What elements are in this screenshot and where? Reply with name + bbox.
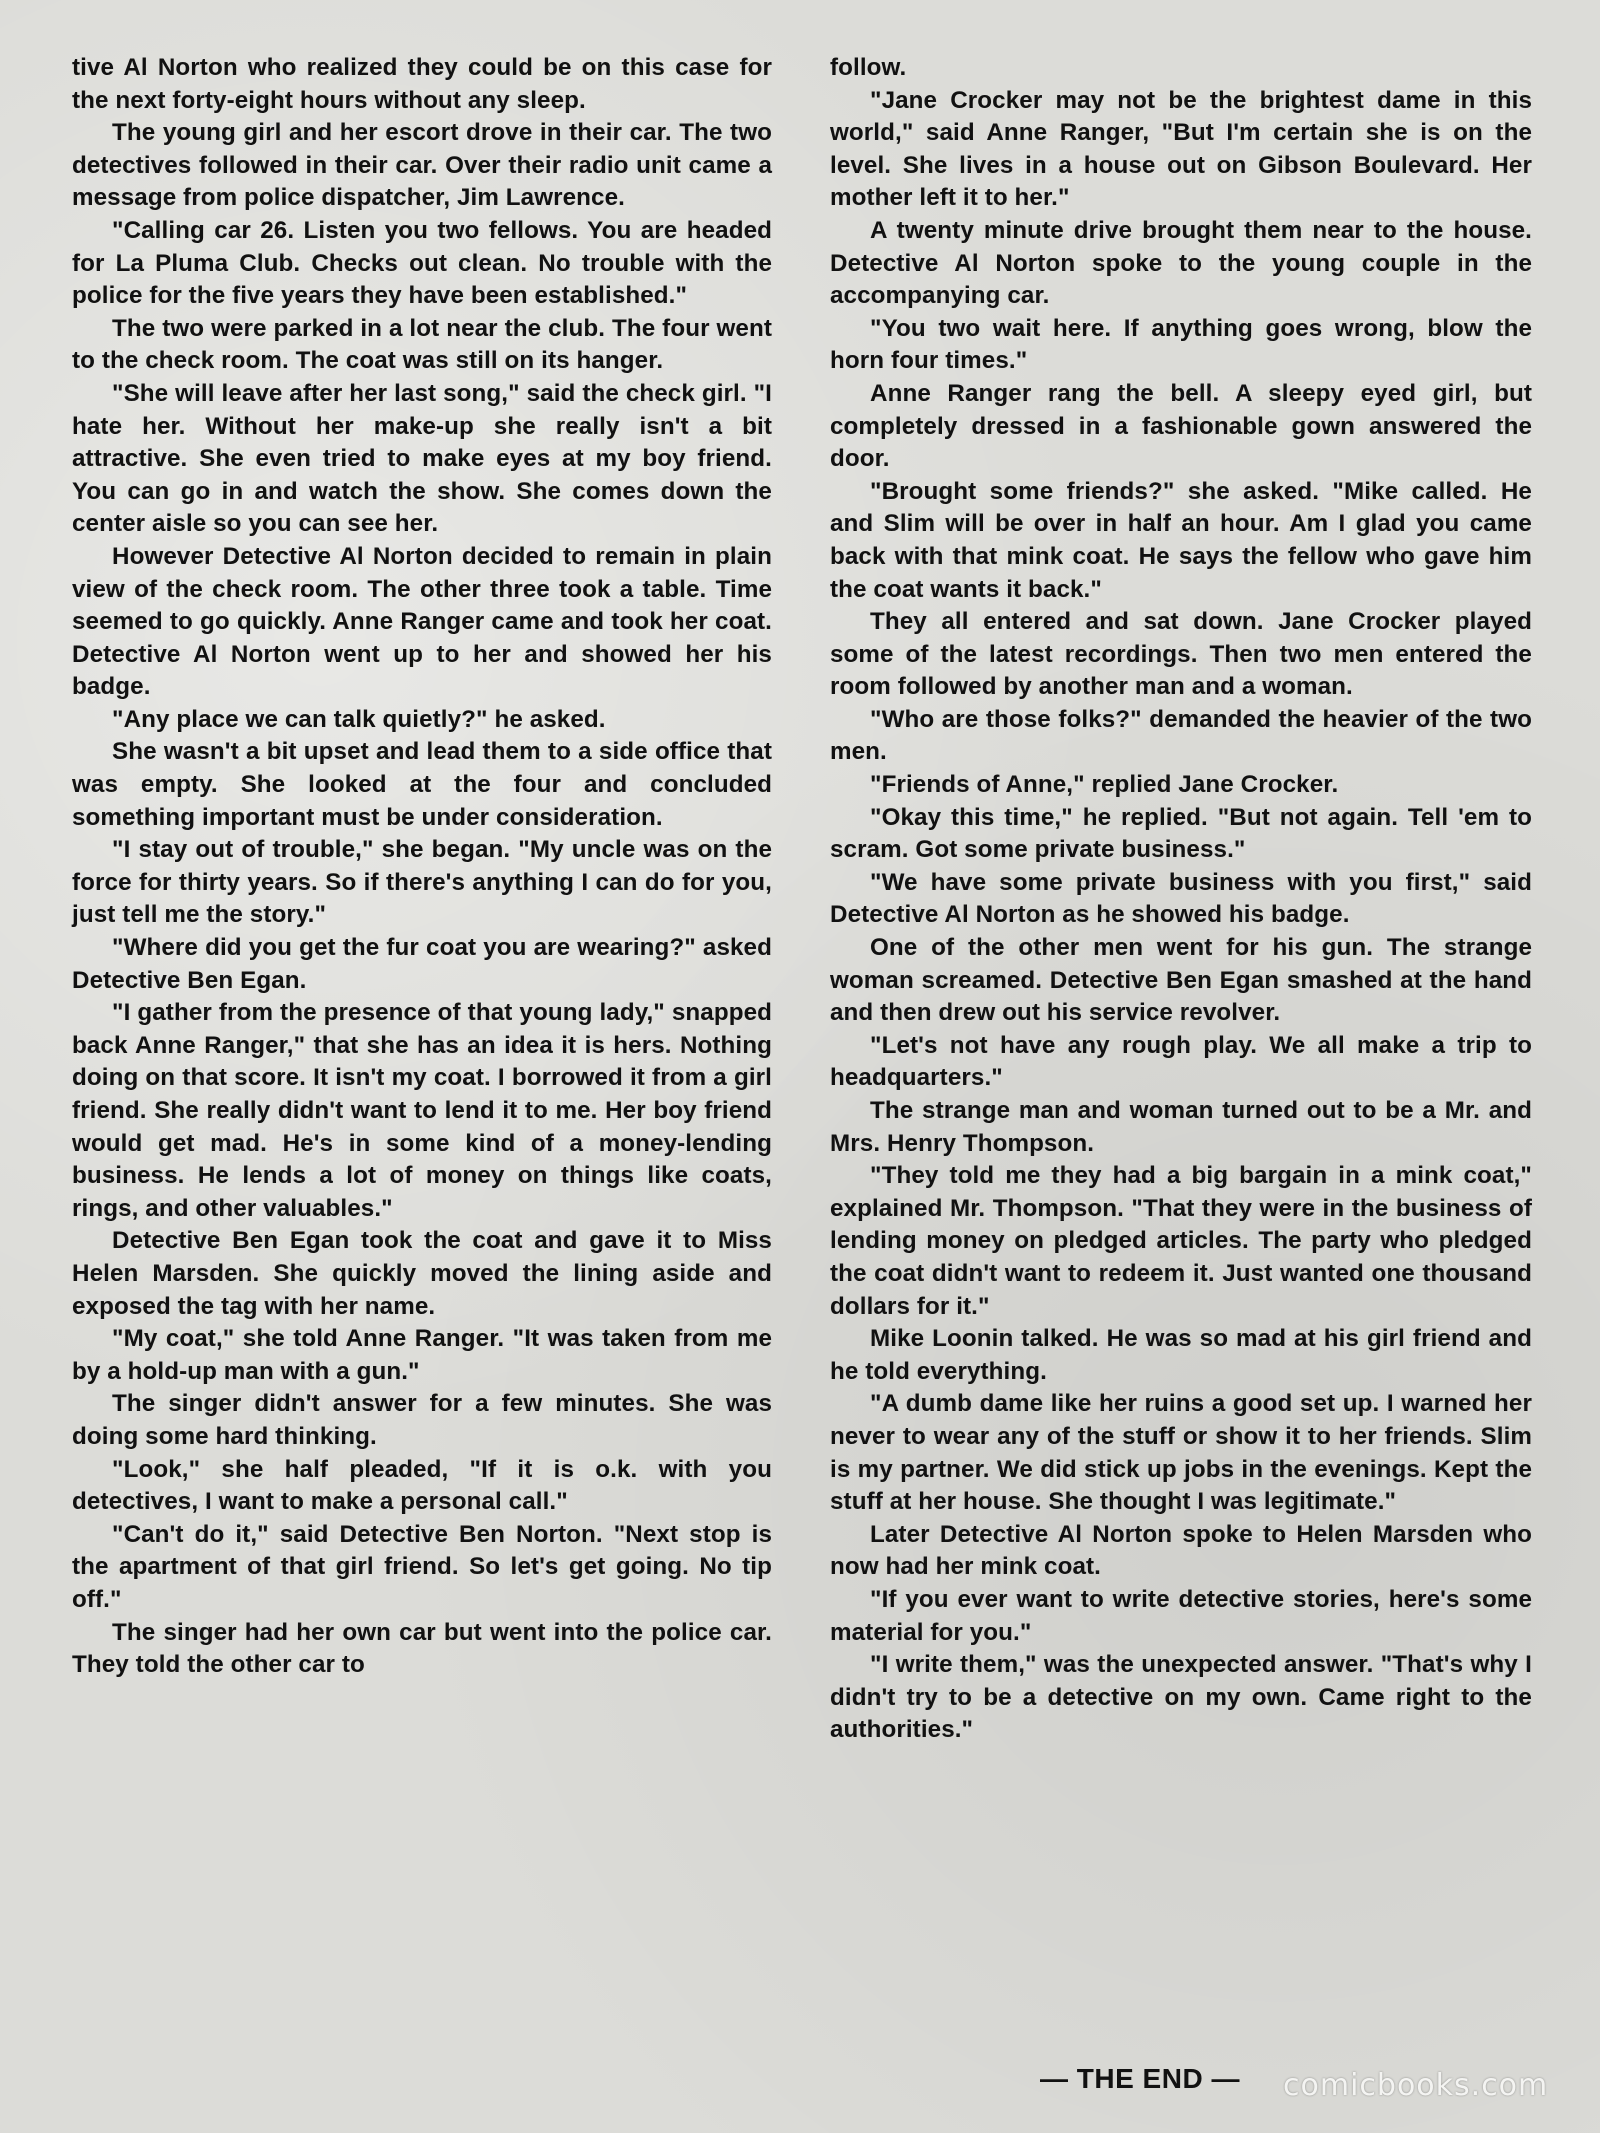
paragraph: "I write them," was the unexpected answer. "That's why I didn't try to be a detective on my own. Came right to the authorities." bbox=[830, 1651, 1532, 1744]
paragraph: "Who are those folks?" demanded the heavier of the two men. bbox=[830, 705, 1532, 766]
paragraph: "Can't do it," said Detective Ben Norton. "Next stop is the apartment of that girl friend. So let's get going. No tip off." bbox=[72, 1520, 772, 1613]
paragraph: A twenty minute drive brought them near to the house. Detective Al Norton spoke to the young couple in the accompanying car. bbox=[830, 216, 1532, 310]
paragraph: "Friends of Anne," replied Jane Crocker. bbox=[870, 771, 1339, 799]
paragraph: "I stay out of trouble," she began. "My uncle was on the force for thirty years. So if there's anything I can do for you, just tell me the story." bbox=[72, 836, 772, 929]
paragraph: "Any place we can talk quietly?" he asked. bbox=[112, 705, 606, 733]
paragraph: Mike Loonin talked. He was so mad at his girl friend and he told everything. bbox=[830, 1325, 1532, 1385]
paragraph: Detective Ben Egan took the coat and gave it to Miss Helen Marsden. She quickly moved the lining aside and exposed the tag with her name. bbox=[72, 1227, 772, 1320]
right-text-column bbox=[830, 52, 1532, 1747]
paragraph: "My coat," she told Anne Ranger. "It was taken from me by a hold-up man with a gun." bbox=[72, 1325, 772, 1385]
paragraph: The singer didn't answer for a few minutes. She was doing some hard thinking. bbox=[72, 1390, 772, 1450]
paragraph: "Where did you get the fur coat you are wearing?" asked Detective Ben Egan. bbox=[72, 934, 772, 994]
the-end-mark: — THE END — bbox=[1040, 2063, 1240, 2094]
paragraph: The young girl and her escort drove in their car. The two detectives followed in their car. Over their radio unit came a message from police dispatcher, Jim Lawrence. bbox=[72, 119, 772, 212]
paragraph: One of the other men went for his gun. The strange woman screamed. Detective Ben Egan smashed at the hand and then drew out his service revolver. bbox=[830, 934, 1532, 1027]
paragraph: Anne Ranger rang the bell. A sleepy eyed girl, but completely dressed in a fashionable gown answered the door. bbox=[830, 379, 1532, 473]
paragraph: The two were parked in a lot near the club. The four went to the check room. The coat was still on its hanger. bbox=[72, 314, 772, 375]
paragraph: "I gather from the presence of that young lady," snapped back Anne Ranger," that she has an idea it is hers. Nothing doing on that score. It isn't my coat. I borrowed it from a girl friend. She really didn't want to lend it to me. Her boy friend would get mad. He's in some kind of a money-lending business. He lends a lot of money on things like coats, rings, and other valuables." bbox=[72, 999, 772, 1222]
paragraph: "We have some private business with you first," said Detective Al Norton as he showed his badge. bbox=[830, 868, 1532, 929]
paragraph: "Brought some friends?" she asked. "Mike called. He and Slim will be over in half an hour. Am I glad you came back with that mink coat. He says the fellow who gave him the coat wants it back." bbox=[830, 477, 1532, 603]
paragraph: tive Al Norton who realized they could be on this case for the next forty-eight hours without any sleep. bbox=[72, 54, 772, 114]
paragraph: Later Detective Al Norton spoke to Helen Marsden who now had her mink coat. bbox=[830, 1520, 1532, 1581]
paragraph: "Calling car 26. Listen you two fellows. You are headed for La Pluma Club. Checks out clean. No trouble with the police for the five years they have been established." bbox=[72, 216, 772, 310]
paragraph: "A dumb dame like her ruins a good set up. I warned her never to wear any of the stuff or show it to her friends. Slim is my partner. We did stick up jobs in the evenings. Kept the stuff at her house. She thought I was legitimate." bbox=[830, 1390, 1532, 1516]
paragraph: follow. bbox=[830, 54, 907, 81]
paragraph: "They told me they had a big bargain in a mink coat," explained Mr. Thompson. "That they were in the business of lending money on pledged articles. The party who pledged the coat didn't want to redeem it. Just wanted one thousand dollars for it." bbox=[830, 1162, 1532, 1320]
paragraph: "Jane Crocker may not be the brightest dame in this world," said Anne Ranger, "But I'm certain she is on the level. She lives in a house out on Gibson Boulevard. Her mother left it to her." bbox=[830, 86, 1532, 212]
paragraph: The strange man and woman turned out to be a Mr. and Mrs. Henry Thompson. bbox=[830, 1097, 1532, 1157]
paragraph: The singer had her own car but went into the police car. They told the other car to bbox=[72, 1618, 772, 1679]
paragraph: "You two wait here. If anything goes wrong, blow the horn four times." bbox=[830, 314, 1532, 375]
paragraph: "Let's not have any rough play. We all make a trip to headquarters." bbox=[830, 1031, 1532, 1092]
paragraph: "Okay this time," he replied. "But not again. Tell 'em to scram. Got some private business." bbox=[830, 803, 1532, 864]
paragraph: They all entered and sat down. Jane Crocker played some of the latest recordings. Then two men entered the room followed by another man and a woman. bbox=[830, 608, 1532, 701]
left-text-column bbox=[72, 52, 772, 1682]
site-watermark: comicbooks.com bbox=[1283, 2068, 1549, 2103]
paragraph: "If you ever want to write detective stories, here's some material for you." bbox=[830, 1585, 1532, 1646]
paragraph: "Look," she half pleaded, "If it is o.k. with you detectives, I want to make a personal call." bbox=[72, 1455, 772, 1516]
paragraph: However Detective Al Norton decided to remain in plain view of the check room. The other three took a table. Time seemed to go quickly. Anne Ranger came and took her coat. Detective Al Norton went up to her and showed her his badge. bbox=[72, 542, 772, 701]
paragraph: "She will leave after her last song," said the check girl. "I hate her. Without her make-up she really isn't a bit attractive. She even tried to make eyes at my boy friend. You can go in and watch the show. She comes down the center aisle so you can see her. bbox=[72, 379, 772, 538]
paragraph: She wasn't a bit upset and lead them to a side office that was empty. She looked at the four and concluded something important must be under consideration. bbox=[72, 738, 772, 831]
